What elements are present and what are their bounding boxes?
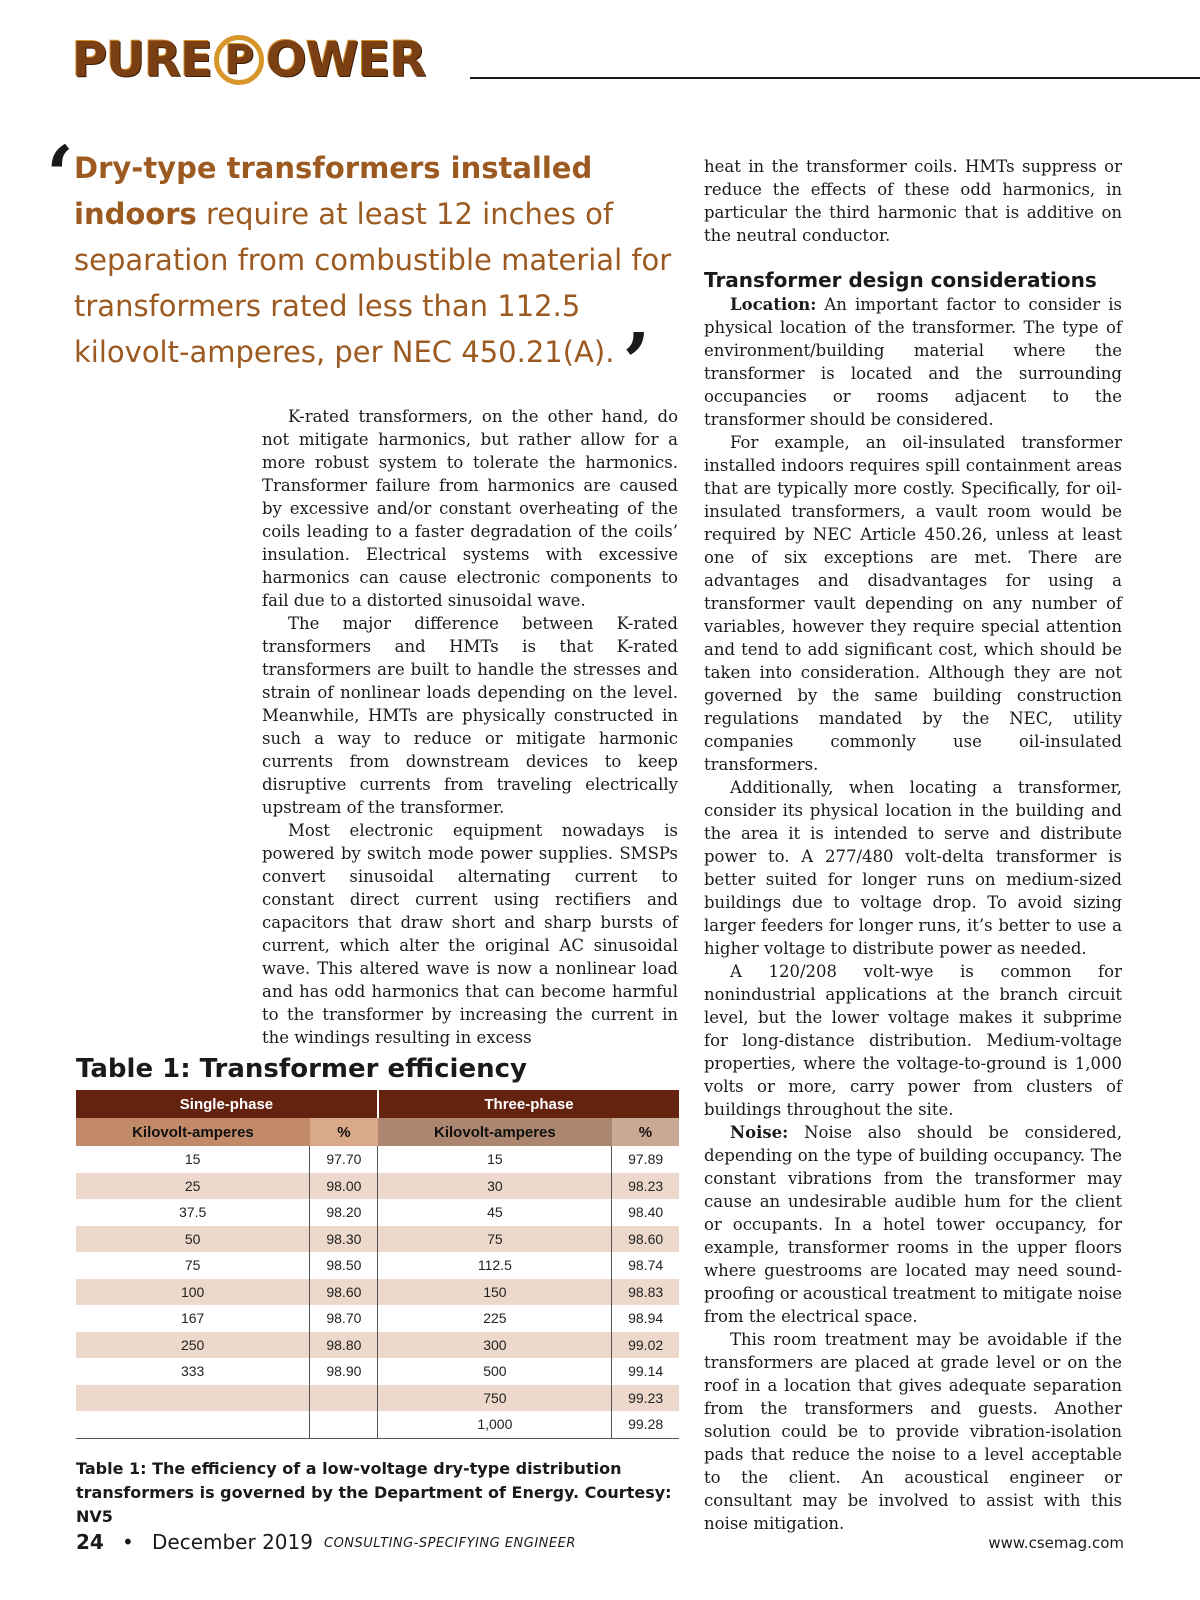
table-cell: 333 [180,1363,205,1380]
body-paragraph: This room treatment may be avoidable if the transformers are placed at grade level or on the roof in a location that gives adequate separation from the transformers and guests. Another solution could be to provide vibration-isolation pads that reduce the noise to a level acceptable to the client. An acoustical engineer or consultant may be involved to assist with this noise mitigation. [704,1330,1122,1533]
pull-quote-lead: Dry-type transformers installed indoors [74,151,593,231]
table-row [76,1385,679,1412]
table-cell: 250 [76,1332,310,1359]
open-quote-mark: ‘ [46,128,74,222]
run-in-label: Location: [730,295,817,314]
table-cell: 1,000 [378,1411,612,1438]
table-title: Table 1: Transformer efficiency [76,1054,527,1084]
table-cell: 500 [378,1358,612,1385]
table-cell: 97.89 [612,1146,679,1173]
table-cell: 225 [378,1305,612,1332]
table-row [76,1252,679,1279]
table-row [76,1305,679,1332]
table-cell: 99.28 [612,1411,679,1438]
logo-text-right: OWER [265,32,426,88]
table-cell: 98.50 [310,1252,378,1279]
footer-bullet: • [122,1530,134,1554]
table-cell: 98.60 [612,1226,679,1253]
table-cell: 112.5 [378,1252,612,1279]
website-link[interactable]: www.csemag.com [988,1534,1124,1552]
pull-quote-rest: require at least 12 inches of separation from combustible material for transformers rated less than 112.5 kilovolt-amperes, per NEC 450.21(A). [74,197,672,369]
table-cell: 50 [76,1226,310,1253]
table-cell: 98.94 [612,1305,679,1332]
column-header: % [612,1118,679,1146]
header-rule [470,77,1200,79]
logo-ring-letter: P [224,37,254,83]
logo-text-left: PURE [72,32,212,88]
body-paragraph: A 120/208 volt-wye is common for nonindustrial applications at the branch circuit level, but the lower voltage makes it subprime for long-distance distribution. Medium-voltage properties, where the voltage-to-ground is 1,000 volts or more, carry power from clusters of buildings throughout the site. [704,962,1122,1119]
right-column [704,155,1122,1535]
efficiency-table-block [76,1052,679,1529]
table-body [76,1146,679,1438]
noise-paragraph [704,1121,1122,1328]
page-number: 24 [76,1530,104,1554]
table-cell: 100 [76,1279,310,1306]
table-cell: 98.40 [612,1199,679,1226]
close-quote-mark: ’ [622,315,651,409]
table-cell: 98.23 [612,1173,679,1200]
body-paragraph: For example, an oil-insulated transformer installed indoors requires spill containment areas that are typically more costly. Specifically, for oil-insulated transformers, a vault room would be required by NEC Article 450.26, unless at least one of six exceptions are met. There are advantages and disadvantages for using a transformer vault depending on any number of variables, however they require special attention and tend to add significant cost, which should be taken into consideration. Although they are not governed by the same building construction regulations mandated by the NEC, utility companies commonly use oil-insulated transformers. [704,433,1122,774]
page-footer [76,1530,1124,1560]
table-cell: 98.74 [612,1252,679,1279]
group-header-single-phase: Single-phase [76,1090,378,1118]
efficiency-table [76,1090,679,1439]
table-caption: Table 1: The efficiency of a low-voltage dry-type distribution transformers is governed by the Department of Energy. Courtesy: NV5 [76,1458,672,1526]
table-cell: 97.70 [310,1146,378,1173]
table-row [76,1279,679,1306]
table-cell: 75 [378,1226,612,1253]
body-paragraph: heat in the transformer coils. HMTs suppress or reduce the effects of these odd harmonics, in particular the third harmonic that is additive on the neutral conductor. [704,157,1122,245]
table-cell [310,1411,378,1438]
table-cell [310,1385,378,1412]
table-cell: 15 [378,1146,612,1173]
body-paragraph: The major difference between K-rated transformers and HMTs is that K-rated transformers are built to handle the stresses and strain of nonlinear loads depending on the level. Meanwhile, HMTs are physically constructed in such a way to reduce or mitigate harmonic currents from downstream devices to keep disruptive currents from traveling electrically upstream of the transformer. [262,614,678,817]
pull-quote [46,128,686,409]
table-row [76,1146,679,1173]
table-cell: 45 [378,1199,612,1226]
table-cell: 98.30 [310,1226,378,1253]
table-cell: 37.5 [179,1204,207,1221]
logo-ring-icon [214,35,264,85]
table-cell: 98.00 [310,1173,378,1200]
location-text: An important factor to consider is physical location of the transformer. The type of environment/building material where the transformer is located and the surrounding occupancies or rooms adjacent to the transformer should be considered. [704,295,1122,429]
column-header: Kilovolt-amperes [378,1118,612,1146]
table-cell: 15 [184,1151,201,1168]
location-paragraph [704,293,1122,431]
table-cell: 75 [184,1257,201,1274]
table-row [76,1173,679,1200]
issue-date: December 2019 [152,1530,313,1554]
table-row [76,1226,679,1253]
table-cell: 25 [76,1173,310,1200]
section-heading: Transformer design considerations [704,268,1097,292]
body-paragraph: Most electronic equipment nowadays is powered by switch mode power supplies. SMSPs convert sinusoidal alternating current to constant direct current using rectifiers and capacitors that draw short and sharp bursts of current, which alter the original AC sinusoidal wave. This altered wave is now a nonlinear load and has odd harmonics that can become harmful to the transformer by increasing the current in the windings resulting in excess [262,821,678,1047]
middle-column [262,405,678,1049]
table-cell: 98.20 [310,1199,378,1226]
table-row [76,1358,679,1385]
table-cell: 98.60 [310,1279,378,1306]
table-cell: 98.83 [612,1279,679,1306]
publication-logo [72,30,425,90]
table-cell: 30 [378,1173,612,1200]
table-cell: 167 [180,1310,205,1327]
column-header: Kilovolt-amperes [76,1118,310,1146]
body-paragraph: K-rated transformers, on the other hand, do not mitigate harmonics, but rather allow for a more robust system to tolerate the harmonics. Transformer failure from harmonics are caused by excessive and/or constant overheating of the coils leading to a faster degradation of the coils’ insulation. Electrical systems with excessive harmonics can cause electronic components to fail due to a distorted sinusoidal wave. [262,407,678,610]
table-cell: 150 [378,1279,612,1306]
table-cell: 300 [378,1332,612,1359]
table-cell [76,1411,310,1438]
run-in-label: Noise: [730,1123,789,1142]
table-cell: 99.14 [612,1358,679,1385]
table-cell: 99.02 [612,1332,679,1359]
table-cell: 98.70 [310,1305,378,1332]
table-cell [76,1385,310,1412]
body-paragraph: Additionally, when locating a transformer, consider its physical location in the building and the area it is intended to serve and distribute power to. A 277/480 volt-delta transformer is better suited for longer runs on medium-sized buildings due to voltage drop. To avoid sizing larger feeders for longer runs, it’s better to use a higher voltage to distribute power as needed. [704,778,1122,958]
table-row [76,1332,679,1359]
table-cell: 99.23 [612,1385,679,1412]
publication-name: CONSULTING-SPECIFYING ENGINEER [324,1536,576,1551]
table-cell: 98.90 [310,1358,378,1385]
table-cell: 98.80 [310,1332,378,1359]
table-cell: 750 [378,1385,612,1412]
noise-text: Noise also should be considered, depending on the type of building occupancy. The constant vibrations from the transformer may cause an undesirable audible hum for the client or occupants. In a hotel tower occupancy, for example, transformer rooms in the upper floors where guestrooms are located may need sound-proofing or acoustical treatment to mitigate noise from the electrical space. [704,1123,1122,1326]
table-row [76,1199,679,1226]
table-row [76,1411,679,1438]
group-header-three-phase: Three-phase [378,1090,679,1118]
column-header: % [310,1118,378,1146]
